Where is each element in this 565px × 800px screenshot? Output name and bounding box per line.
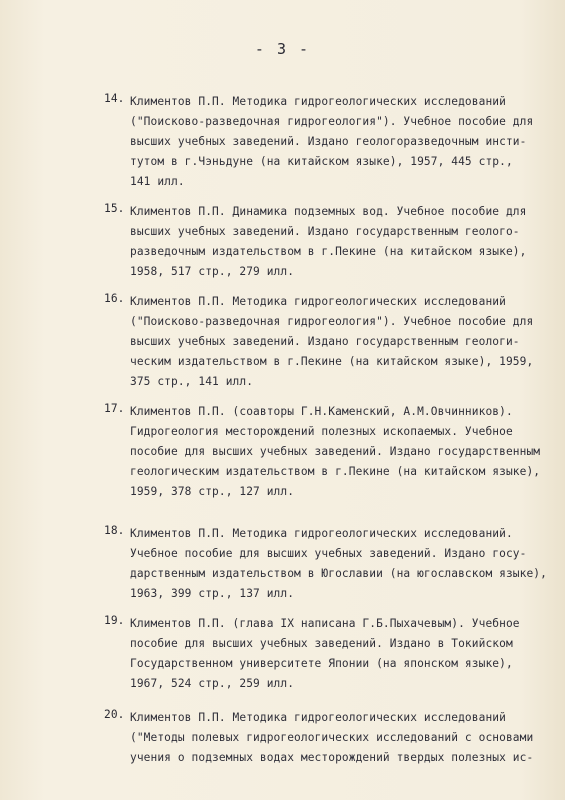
entry-line: тутом в г.Чэньдуне (на китайском языке), 1957, 445 стр., bbox=[130, 155, 513, 168]
entry-line: 1959, 378 стр., 127 илл. bbox=[130, 485, 295, 498]
entry-line: Климентов П.П. Методика гидрогеологических исследований bbox=[130, 711, 506, 724]
entry-line: ("Методы полевых гидрогеологических исследований с основами bbox=[130, 731, 534, 744]
entry-line: 1958, 517 стр., 279 илл. bbox=[130, 265, 295, 278]
page-number: - 3 - bbox=[254, 40, 311, 58]
entry-number: 17. bbox=[104, 402, 125, 415]
entry-line: Учебное пособие для высших учебных заведений. Издано госу- bbox=[130, 547, 527, 560]
entry-line: Государственном университете Японии (на японском языке), bbox=[130, 657, 513, 670]
entry-line: Климентов П.П. Динамика подземных вод. Учебное пособие для bbox=[130, 205, 527, 218]
entry-line: 141 илл. bbox=[130, 175, 185, 188]
entry-line: Климентов П.П. (глава IX написана Г.Б.Пыхачевым). Учебное bbox=[130, 617, 520, 630]
entry-line: Климентов П.П. (соавторы Г.Н.Каменский, А.М.Овчинников). bbox=[130, 405, 513, 418]
entry-text bbox=[130, 708, 542, 768]
entry-number: 15. bbox=[104, 202, 125, 215]
entry-number: 14. bbox=[104, 92, 125, 105]
entry-line: 1967, 524 стр., 259 илл. bbox=[130, 677, 295, 690]
entry-line: Климентов П.П. Методика гидрогеологических исследований bbox=[130, 95, 506, 108]
entry-line: высших учебных заведений. Издано государственным геологи- bbox=[130, 335, 520, 348]
entry-line: ("Поисково-разведочная гидрогеология"). Учебное пособие для bbox=[130, 115, 534, 128]
entry-number: 19. bbox=[104, 614, 125, 627]
entry-line: высших учебных заведений. Издано геологоразведочным инсти- bbox=[130, 135, 527, 148]
entry-number: 20. bbox=[104, 708, 125, 721]
entry-text bbox=[130, 202, 542, 282]
entry-line: 375 стр., 141 илл. bbox=[130, 375, 254, 388]
entry-line: учения о подземных водах месторождений твердых полезных ис- bbox=[130, 751, 534, 764]
entry-line: пособие для высших учебных заведений. Издано в Токийском bbox=[130, 637, 513, 650]
entry-text bbox=[130, 92, 542, 192]
entry-line: геологическим издательством в г.Пекине (на китайском языке), bbox=[130, 465, 541, 478]
entry-line: пособие для высших учебных заведений. Издано государственным bbox=[130, 445, 541, 458]
entry-number: 16. bbox=[104, 292, 125, 305]
entry-line: Гидрогеология месторождений полезных ископаемых. Учебное bbox=[130, 425, 513, 438]
entry-line: Климентов П.П. Методика гидрогеологических исследований. bbox=[130, 527, 513, 540]
entry-line: высших учебных заведений. Издано государственным геолого- bbox=[130, 225, 520, 238]
entry-line: 1963, 399 стр., 137 илл. bbox=[130, 587, 295, 600]
entry-line: ("Поисково-разведочная гидрогеология"). Учебное пособие для bbox=[130, 315, 534, 328]
entry-line: Климентов П.П. Методика гидрогеологических исследований bbox=[130, 295, 506, 308]
entry-text bbox=[130, 402, 542, 502]
entry-line: дарственным издательством в Югославии (на югославском языке), bbox=[130, 567, 547, 580]
entry-number: 18. bbox=[104, 524, 125, 537]
entry-text bbox=[130, 524, 547, 604]
entry-text bbox=[130, 292, 542, 392]
entry-text bbox=[130, 614, 542, 694]
entry-line: разведочным издательством в г.Пекине (на китайском языке), bbox=[130, 245, 527, 258]
entry-line: ческим издательством в г.Пекине (на китайском языке), 1959, bbox=[130, 355, 534, 368]
